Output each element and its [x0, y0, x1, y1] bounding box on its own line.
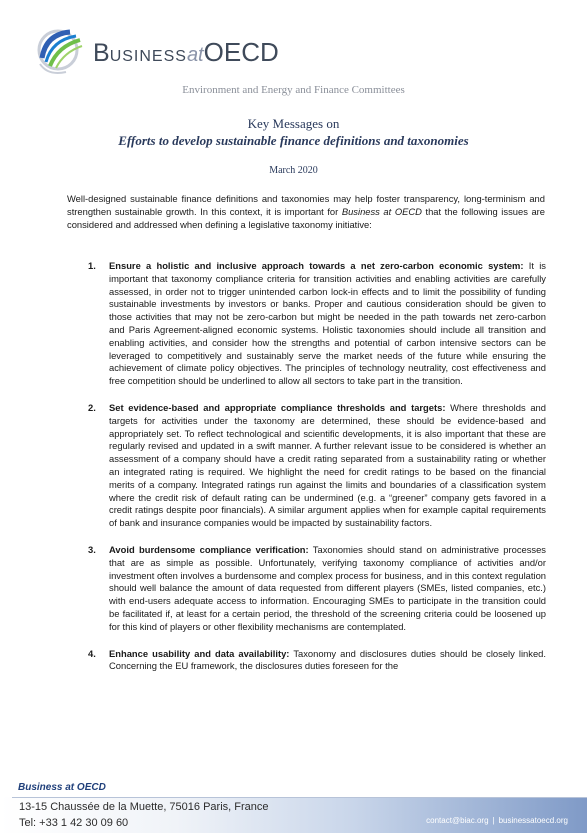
key-messages-list	[66, 260, 546, 687]
item-number: 3.	[88, 543, 96, 555]
logo-swoosh-icon	[36, 24, 96, 82]
logo-wordmark	[93, 39, 279, 66]
committees-heading: Environment and Energy and Finance Committees	[182, 84, 405, 96]
item-heading: Avoid burdensome compliance verification:	[109, 543, 309, 555]
footer-address: 13-15 Chaussée de la Muette, 75016 Paris, France	[19, 801, 269, 813]
item-heading: Enhance usability and data availability:	[109, 647, 290, 659]
footer-organization: Business at OECD	[18, 782, 106, 793]
item-number: 1.	[88, 260, 96, 271]
item-number: 2.	[88, 401, 96, 413]
business-at-oecd-logo	[36, 24, 366, 82]
footer-contact	[426, 816, 568, 825]
intro-emphasis: Business at OECD	[341, 205, 422, 217]
footer-bar	[0, 797, 587, 833]
list-item	[66, 260, 546, 388]
list-item	[66, 402, 546, 530]
logo-oecd: OECD	[203, 37, 279, 67]
logo-letter-b: B	[93, 39, 110, 67]
footer-email-link[interactable]: contact@biac.org	[426, 816, 489, 825]
footer-separator: |	[492, 816, 495, 825]
document-date: March 2020	[269, 165, 318, 176]
footer-divider	[12, 797, 587, 798]
logo-at: at	[186, 44, 204, 66]
item-text: It is important that taxonomy compliance criteria for transition activities and enabling activities are carefully assessed, in order not to trigger unintended carbon lock-in effects and to limit the possibility of funding sustainable investments by investors or banks. Proper and cautious consideration should be given to those activities that may not be zero-carbon but might be needed in the path towards net zero-carbon and Paris Agreement-aligned economic systems. Holistic taxonomies should include all transition and enabling activities, and consider how the strengths and potential of carbon intensive sectors can be leveraged to competitively and sustainably serve the market needs of the future while ensuring the achievement of climate policy objectives. The principles of technology neutrality, cost effectiveness and free competition should be underlined to allow all sectors to take part in the transition.	[109, 260, 546, 387]
logo-usiness: USINESS	[109, 48, 187, 65]
key-messages-heading: Key Messages on	[247, 116, 340, 131]
item-text: Taxonomies should stand on administrative processes that are as simple as possible. Unfortunately, verifying taxonomy compliance of activities and/or investment often involves a burdensome and complex process for business, and in this context regulation should well balance the amount of data requested from different players (SMEs, listed companies, etc.) with end-users adequate access to information. Encouraging SMEs to participate in the transition could be facilitated if, at least for a certain period, the threshold of the screening criteria could be loosened up for this kind of players or other flexibility mechanisms are contemplated.	[109, 543, 546, 632]
list-item	[66, 544, 546, 634]
document-title: Efforts to develop sustainable finance definitions and taxonomies	[118, 133, 469, 148]
page-bottom-margin	[0, 760, 587, 780]
footer-telephone: Tel: +33 1 42 30 09 60	[19, 817, 129, 829]
item-heading: Ensure a holistic and inclusive approach towards a net zero-carbon economic system:	[109, 260, 524, 271]
intro-text-after: that the following issues are considered and addressed when defining a legislative taxonomy initiative:	[67, 205, 545, 230]
item-number: 4.	[88, 647, 96, 659]
intro-paragraph	[67, 193, 545, 231]
intro-text-before: Well-designed sustainable finance definitions and taxonomies may help foster transparency, long-terminism and strengthen sustainable growth. In this context, it is important for	[67, 193, 545, 217]
list-item	[66, 648, 546, 674]
item-heading: Set evidence-based and appropriate compliance thresholds and targets:	[109, 401, 446, 413]
item-text: Where thresholds and targets for activities under the taxonomy are determined, these should be evidence-based and appropriately set. To reflect technological and scientific developments, it is also important that these are regularly revised and updated in a swift manner. A further relevant issue to be considered is whether an assessment of a company should have a credit rating separated from a sustainability rating or whether an integrated rating is required. We highlight the need for credit ratings to be based on the financial merits of a company. Integrated ratings run against the limits and boundaries of a classification system where the credit risk of default rating can be undermined (e.g. a “greener” company gets favored in a credit ratings despite poor financials). A similar argument applies when for example capital requirements of bank and insurance companies would be impacted by sustainability factors.	[109, 401, 546, 529]
item-text: Taxonomy and disclosures duties should be closely linked. Concerning the EU framework, the disclosures duties foreseen for the	[109, 647, 546, 672]
footer-website-link[interactable]: businessatoecd.org	[498, 816, 568, 825]
